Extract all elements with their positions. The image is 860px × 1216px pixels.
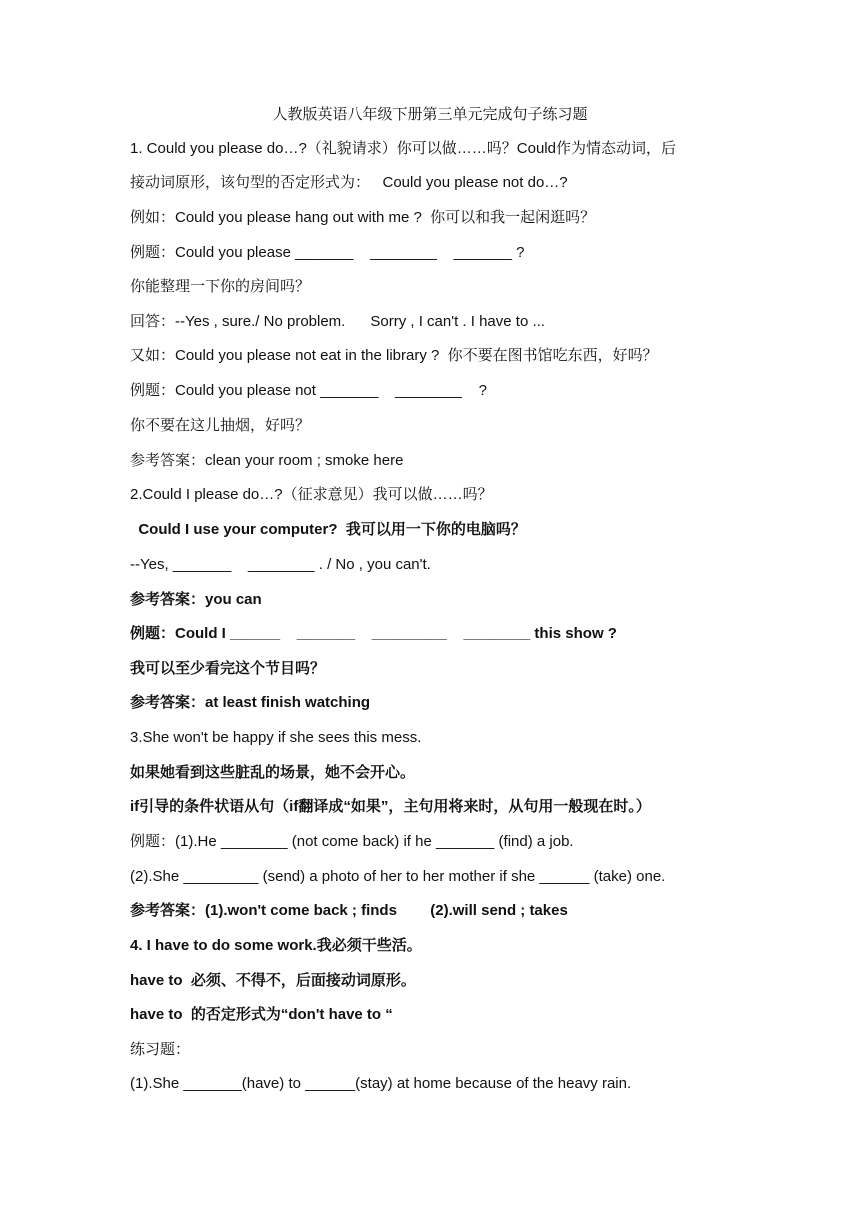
text-line: Could I use your computer? 我可以用一下你的电脑吗？ [130,521,526,538]
text-line: 例题：(1).He ________ (not come back) if he _______ (find) a job. [130,833,574,850]
answer-line: 参考答案：(1).won't come back ; finds (2).will send ; takes [130,902,568,919]
text-line: (1).She _______(have) to ______(stay) at home because of the heavy rain. [130,1075,632,1092]
answer-line: 参考答案：clean your room ; smoke here [130,452,404,469]
text-line: (2).She _________ (send) a photo of her to her mother if she ______ (take) one. [130,868,666,885]
text-line: 你能整理一下你的房间吗？ [130,278,311,295]
text-line: 又如：Could you please not eat in the library ? 你不要在图书馆吃东西，好吗？ [130,347,658,364]
answer-line: 参考答案：you can [130,591,262,608]
text-line: 例如：Could you please hang out with me ? 你可以和我一起闲逛吗？ [130,209,596,226]
text-line: if引导的条件状语从句（if翻译成“如果”，主句用将来时，从句用一般现在时。） [130,798,651,815]
text-line: 回答：--Yes , sure./ No problem. Sorry , I can't . I have to ... [130,313,545,330]
text-line: have to 的否定形式为“don't have to “ [130,1006,393,1023]
text-line: 1. Could you please do…?（礼貌请求）你可以做……吗？Could作为情态动词，后 [130,140,676,157]
document-title: 人教版英语八年级下册第三单元完成句子练习题 [272,106,588,123]
text-line: 我可以至少看完这个节目吗？ [130,660,326,677]
text-line: 例题：Could you please _______ ________ _______ ? [130,244,525,261]
text-line: 例题：Could you please not _______ ________ ? [130,382,487,399]
text-line: 3.She won't be happy if she sees this mess. [130,729,422,746]
text-line: --Yes, _______ ________ . / No , you can't. [130,556,431,573]
text-line: 你不要在这儿抽烟，好吗？ [130,417,311,434]
text-line: 2.Could I please do…?（征求意见）我可以做……吗？ [130,486,493,503]
text-line: 例题：Could I ______ _______ _________ ________ this show ? [130,625,617,642]
text-line: 如果她看到这些脏乱的场景，她不会开心。 [130,764,416,781]
text-line: 4. I have to do some work.我必须干些活。 [130,937,422,954]
text-line: have to 必须、不得不，后面接动词原形。 [130,972,416,989]
text-line: 练习题： [130,1041,191,1058]
answer-line: 参考答案：at least finish watching [130,694,371,711]
text-line: 接动词原形，该句型的否定形式为： Could you please not do…? [130,174,568,191]
